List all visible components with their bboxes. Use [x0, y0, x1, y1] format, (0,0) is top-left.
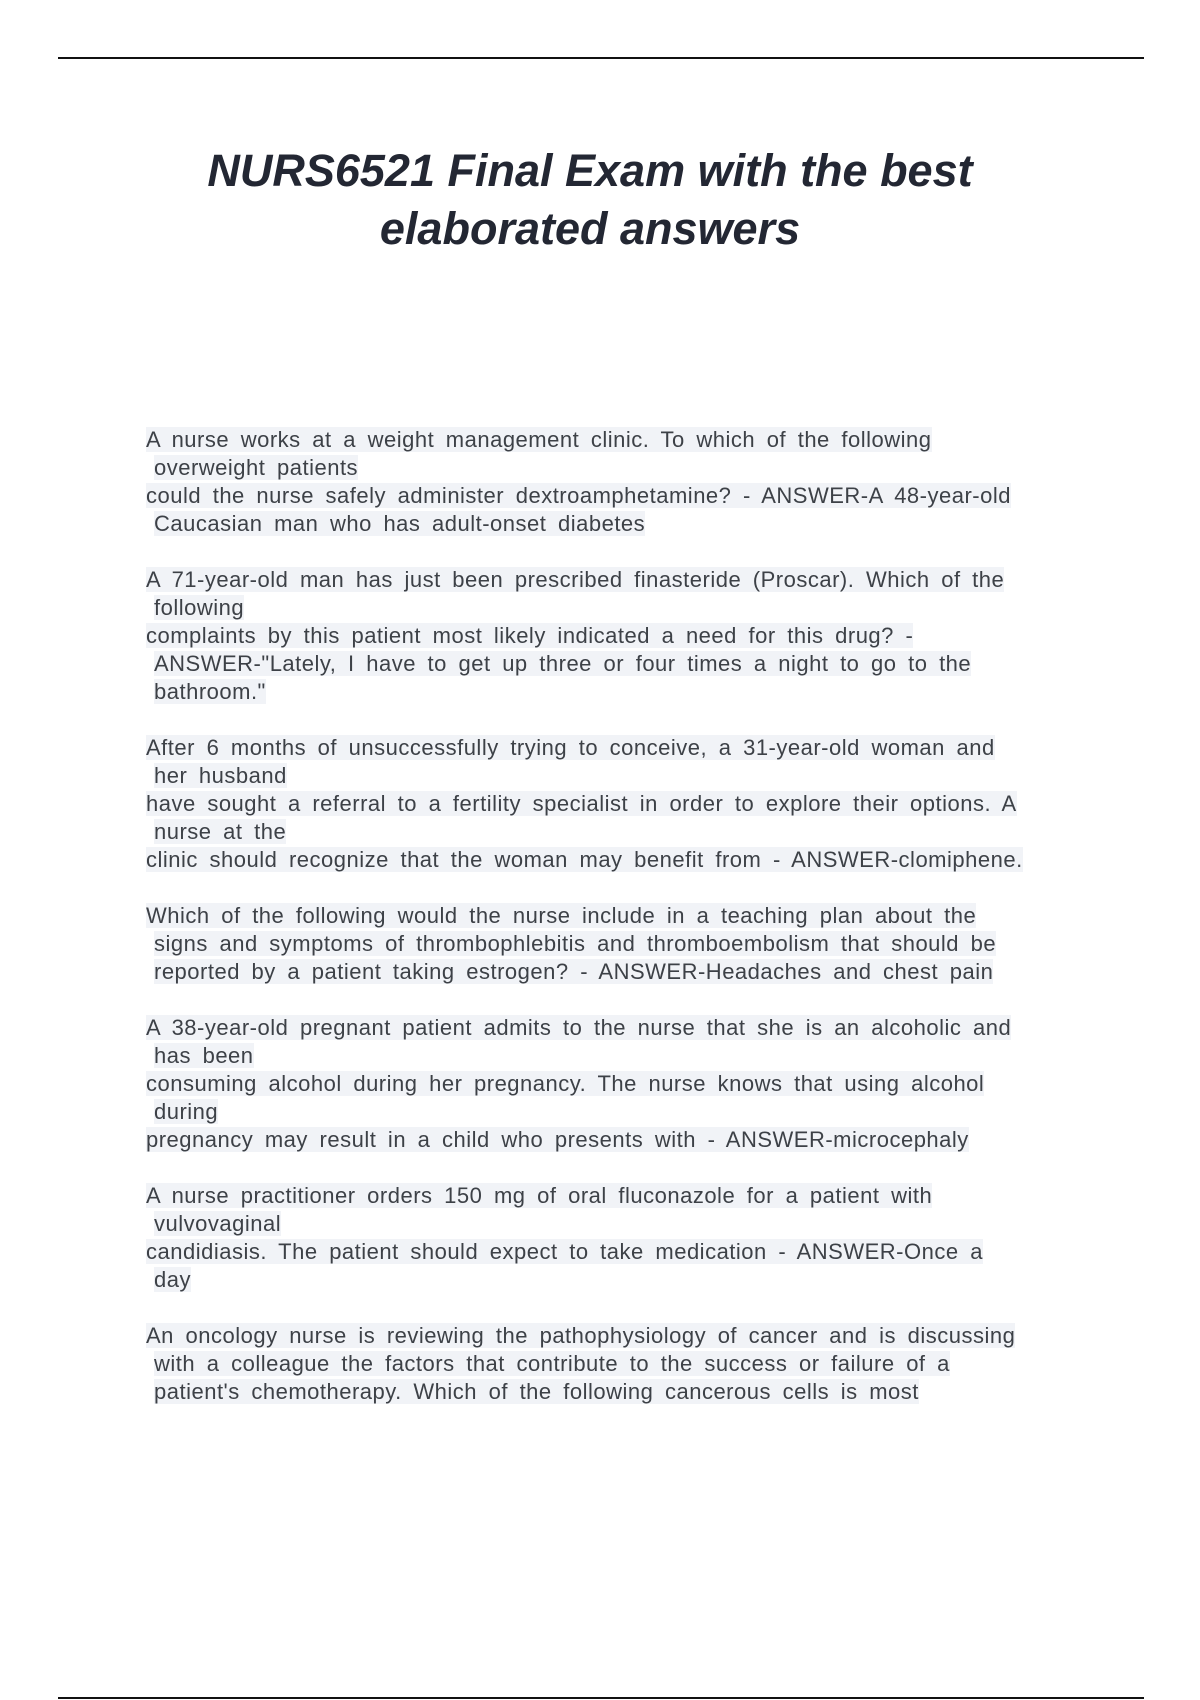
title-line-1: NURS6521 Final Exam with the best — [207, 145, 973, 196]
question-text: could the nurse safely administer dextroamphetamine? - ANSWER-A 48-year-old — [146, 483, 1011, 508]
question-text: A nurse works at a weight management clinic. To which of the following — [146, 427, 932, 452]
question-text-line — [146, 482, 1101, 510]
bottom-rule — [58, 1697, 1144, 1699]
question-text: patient's chemotherapy. Which of the following cancerous cells is most — [154, 1379, 919, 1404]
question-text-line — [146, 930, 1101, 958]
question-block — [146, 1322, 1101, 1406]
question-block — [146, 734, 1101, 874]
question-text-line — [146, 1182, 1101, 1210]
question-text: Which of the following would the nurse include in a teaching plan about the — [146, 903, 977, 928]
question-text-line — [146, 426, 1101, 454]
question-text: have sought a referral to a fertility specialist in order to explore their options. A — [146, 791, 1017, 816]
question-text: An oncology nurse is reviewing the pathophysiology of cancer and is discussing — [146, 1323, 1016, 1348]
question-text-line — [146, 902, 1101, 930]
question-text-line — [146, 762, 1101, 790]
question-text-line — [146, 790, 1101, 818]
question-text-line — [146, 650, 1101, 678]
question-text-line — [146, 818, 1101, 846]
question-text: reported by a patient taking estrogen? - ANSWER-Headaches and chest pain — [154, 959, 994, 984]
question-text: bathroom." — [154, 679, 266, 704]
question-text: has been — [154, 1043, 254, 1068]
question-text: A 71-year-old man has just been prescribed finasteride (Proscar). Which of the — [146, 567, 1005, 592]
question-text: overweight patients — [154, 455, 359, 480]
question-text-line — [146, 594, 1101, 622]
top-rule — [58, 57, 1144, 59]
question-text: After 6 months of unsuccessfully trying to conceive, a 31-year-old woman and — [146, 735, 995, 760]
question-text-line — [146, 1350, 1101, 1378]
question-text-line — [146, 1126, 1101, 1154]
question-text: during — [154, 1099, 219, 1124]
question-text-line — [146, 1042, 1101, 1070]
question-text-line — [146, 846, 1101, 874]
question-text-line — [146, 1266, 1101, 1294]
question-block — [146, 566, 1101, 706]
question-text: signs and symptoms of thrombophlebitis and thromboembolism that should be — [154, 931, 997, 956]
question-text-line — [146, 1322, 1101, 1350]
question-text-line — [146, 734, 1101, 762]
question-text: A nurse practitioner orders 150 mg of oral fluconazole for a patient with — [146, 1183, 933, 1208]
question-text: vulvovaginal — [154, 1211, 282, 1236]
question-text: nurse at the — [154, 819, 287, 844]
question-text: pregnancy may result in a child who presents with - ANSWER-microcephaly — [146, 1127, 969, 1152]
title-line-2: elaborated answers — [379, 203, 801, 254]
question-text: following — [154, 595, 245, 620]
question-text: with a colleague the factors that contribute to the success or failure of a — [154, 1351, 950, 1376]
question-text: candidiasis. The patient should expect to take medication - ANSWER-Once a — [146, 1239, 983, 1264]
question-text-line — [146, 622, 1101, 650]
question-text: her husband — [154, 763, 287, 788]
question-text-line — [146, 1378, 1101, 1406]
question-text-line — [146, 1014, 1101, 1042]
question-text: complaints by this patient most likely indicated a need for this drug? - — [146, 623, 914, 648]
question-text: day — [154, 1267, 191, 1292]
question-text-line — [146, 510, 1101, 538]
question-text-line — [146, 454, 1101, 482]
question-answer-list — [146, 426, 1101, 1434]
question-text-line — [146, 1070, 1101, 1098]
question-text-line — [146, 958, 1101, 986]
question-block — [146, 902, 1101, 986]
question-text: clinic should recognize that the woman may benefit from - ANSWER-clomiphene. — [146, 847, 1023, 872]
question-block — [146, 1182, 1101, 1294]
question-text-line — [146, 1098, 1101, 1126]
question-text: consuming alcohol during her pregnancy. The nurse knows that using alcohol — [146, 1071, 985, 1096]
question-text: Caucasian man who has adult-onset diabetes — [154, 511, 646, 536]
question-text-line — [146, 566, 1101, 594]
question-block — [146, 1014, 1101, 1154]
question-text-line — [146, 1210, 1101, 1238]
question-text-line — [146, 1238, 1101, 1266]
question-block — [146, 426, 1101, 538]
question-text: A 38-year-old pregnant patient admits to the nurse that she is an alcoholic and — [146, 1015, 1012, 1040]
question-text-line — [146, 678, 1101, 706]
question-text: ANSWER-"Lately, I have to get up three or four times a night to go to the — [154, 651, 972, 676]
document-title — [140, 142, 1040, 258]
